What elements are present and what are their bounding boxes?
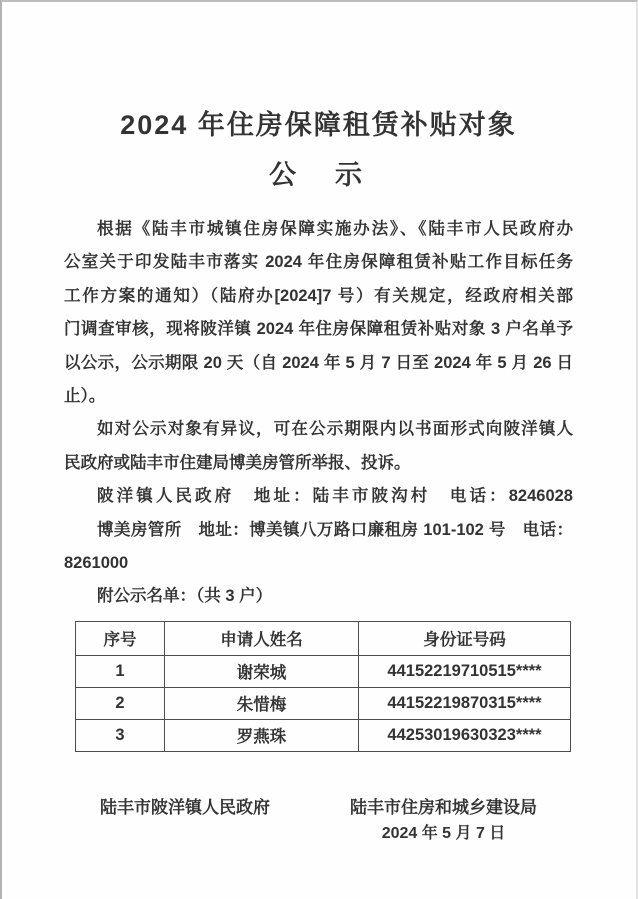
footer-right-block: [350, 795, 537, 846]
header-applicant-name: 申请人姓名: [165, 621, 359, 655]
cell-serial: 3: [76, 719, 165, 751]
contact-line-poyang-gov: 陂洋镇人民政府 地址：陆丰市陂沟村 电话：8246028: [97, 487, 573, 506]
cell-name: 朱惜梅: [165, 687, 359, 719]
cell-name: 罗燕珠: [165, 719, 359, 751]
attachment-note: 附公示名单：（共 3 户）: [97, 587, 273, 606]
header-serial-number: 序号: [76, 621, 165, 655]
contact-line-bomei-office: 博美房管所 地址：博美镇八万路口廉租房 101-102 号 电话：: [97, 520, 573, 539]
body-line: 以公示，公示期限 20 天（自 2024 年 5 月 7 日至 2024 年 5 月 26 日: [64, 353, 573, 372]
cell-serial: 2: [76, 687, 165, 719]
footer-date: 2024 年 5 月 7 日: [381, 824, 506, 842]
body-line: 民政府或陆丰市住建局博美房管所举报、投诉。: [64, 453, 411, 472]
cell-name: 谢荣城: [165, 655, 359, 687]
applicant-table: [75, 621, 571, 752]
table-row: [76, 655, 571, 687]
footer-right-organization: 陆丰市住房和城乡建设局: [350, 797, 537, 817]
cell-id: 44152219710515****: [359, 655, 571, 687]
footer-left-organization: 陆丰市陂洋镇人民政府: [100, 797, 270, 817]
cell-id: 44253019630323****: [359, 719, 571, 751]
page-title-line2: 公 示: [269, 160, 368, 190]
header-id-number: 身份证号码: [359, 621, 571, 655]
body-line: 根据《陆丰市城镇住房保障实施办法》、《陆丰市人民政府办: [97, 220, 573, 238]
page-title: 2024 年住房保障租赁补贴对象: [120, 110, 517, 140]
table-header-row: [76, 621, 571, 655]
body-line: 公室关于印发陆丰市落实 2024 年住房保障租赁补贴工作目标任务: [64, 253, 573, 272]
body-line: 止）。: [64, 387, 106, 406]
table-row: [76, 719, 571, 751]
body-line: 如对公示对象有异议，可在公示期限内以书面形式向陂洋镇人: [97, 420, 573, 439]
announcement-body: [64, 213, 573, 614]
body-line: 门调查审核，现将陂洋镇 2024 年住房保障租赁补贴对象 3 户名单予: [64, 320, 573, 339]
cell-id: 44152219870315****: [359, 687, 571, 719]
contact-line-phone-wrap: 8261000: [64, 554, 129, 573]
cell-serial: 1: [76, 655, 165, 687]
table-row: [76, 687, 571, 719]
body-line: 工作方案的通知）（陆府办[2024]7 号）有关规定，经政府相关部: [64, 286, 573, 305]
signature-block: [64, 795, 573, 846]
